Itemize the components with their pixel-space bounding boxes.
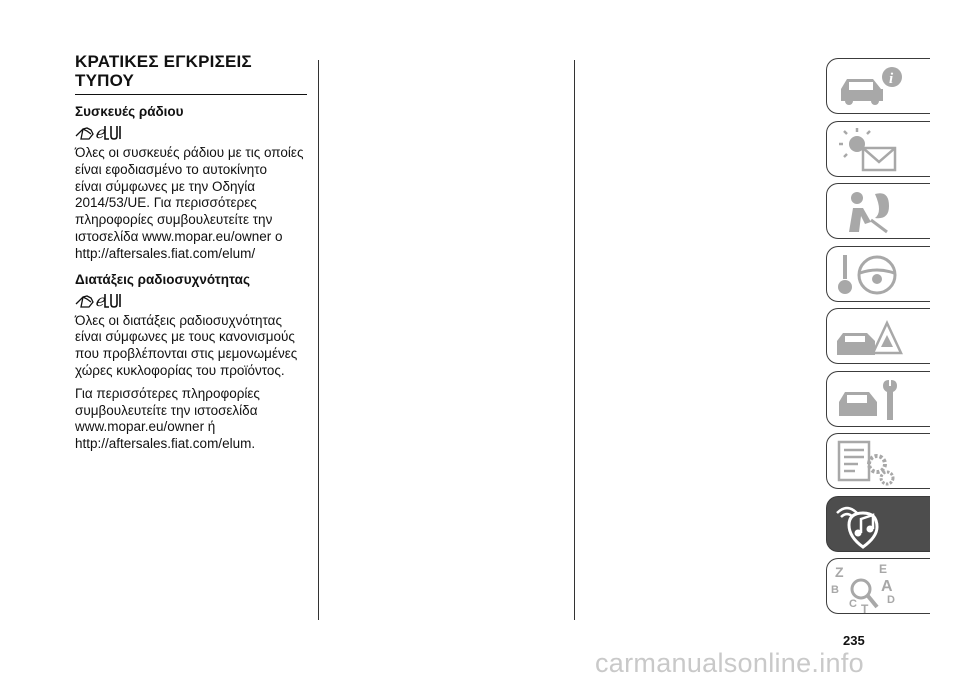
- hand-pointer-icon: [75, 123, 123, 141]
- text-line: είναι εφοδιασμένο το αυτοκίνητο: [75, 161, 267, 177]
- radio-devices-paragraph: [75, 145, 307, 263]
- tab-starting-driving[interactable]: [826, 246, 930, 302]
- text-line: Για περισσότερες πληροφορίες: [75, 385, 260, 401]
- watermark: carmanualsonline.info: [595, 648, 864, 678]
- text-line: είναι σύμφωνες με την Οδηγία: [75, 178, 256, 194]
- svg-text:i: i: [889, 71, 894, 87]
- multimedia-note-icon: [827, 497, 929, 553]
- alphabetical-index-icon: [827, 559, 929, 615]
- text-line: χώρες κυκλοφορίας του προϊόντος.: [75, 362, 285, 378]
- section-title: [75, 52, 307, 95]
- text-line: www.mopar.eu/owner ή: [75, 419, 216, 435]
- index-letter: C: [849, 598, 857, 610]
- key-steering-wheel-icon: [827, 247, 929, 303]
- index-letter: T: [861, 602, 869, 615]
- text-line: πληροφορίες συμβουλευτείτε την: [75, 212, 273, 228]
- tab-warning-lights[interactable]: [826, 121, 930, 177]
- page-number: 235: [843, 633, 865, 648]
- text-line: συμβουλευτείτε την ιστοσελίδα: [75, 402, 258, 418]
- warning-lights-message-icon: [827, 122, 929, 178]
- radio-settings-paragraph-1: [75, 313, 307, 380]
- radio-devices-heading: Συσκευές ράδιου: [75, 104, 184, 119]
- car-wrench-icon: [827, 372, 929, 428]
- tab-technical-data[interactable]: [826, 433, 930, 489]
- tab-car-info[interactable]: [826, 58, 930, 114]
- column-divider: [574, 60, 575, 620]
- text-line: Όλες οι διατάξεις ραδιοσυχνότητας: [75, 312, 282, 328]
- text-line: Όλες οι συσκευές ράδιου με τις οποίες: [75, 145, 304, 160]
- svg-text:ℯ: ℯ: [95, 125, 105, 141]
- section-title-line-2: ΤΥΠΟΥ: [75, 71, 135, 90]
- text-line: http://aftersales.fiat.com/elum.: [75, 436, 256, 452]
- text-line: που προβλέπονται στις μεμονωμένες: [75, 346, 298, 362]
- left-column: [75, 52, 307, 459]
- text-line: 2014/53/UE. Για περισσότερες: [75, 195, 257, 211]
- person-airbag-icon: [827, 184, 929, 240]
- tab-multimedia[interactable]: [826, 496, 930, 552]
- tab-maintenance[interactable]: [826, 371, 930, 427]
- index-letter: D: [887, 594, 895, 606]
- document-gear-icon: [827, 434, 929, 490]
- tab-index[interactable]: [826, 558, 930, 614]
- section-title-line-1: ΚΡΑΤΙΚΕΣ ΕΓΚΡΙΣΕΙΣ: [75, 52, 252, 71]
- chapter-tabs: [826, 58, 930, 621]
- car-info-icon: [827, 59, 929, 115]
- index-letter: A: [881, 578, 893, 595]
- text-line: http://aftersales.fiat.com/elum/: [75, 245, 256, 261]
- text-line: ιστοσελίδα www.mopar.eu/owner ο: [75, 228, 283, 244]
- index-letter: E: [879, 562, 888, 576]
- text-line: είναι σύμφωνες με τους κανονισμούς: [75, 329, 295, 345]
- radio-settings-paragraph-2: [75, 386, 307, 453]
- radio-settings-heading: Διατάξεις ραδιοσυχνότητας: [75, 271, 250, 287]
- index-letter: B: [831, 584, 839, 596]
- svg-text:ℯ: ℯ: [95, 292, 105, 309]
- car-crash-warning-icon: [827, 309, 929, 365]
- index-letter: Z: [835, 564, 844, 580]
- hand-pointer-icon: [75, 291, 123, 309]
- column-divider: [318, 60, 319, 620]
- tab-emergency[interactable]: [826, 308, 930, 364]
- tab-safety[interactable]: [826, 183, 930, 239]
